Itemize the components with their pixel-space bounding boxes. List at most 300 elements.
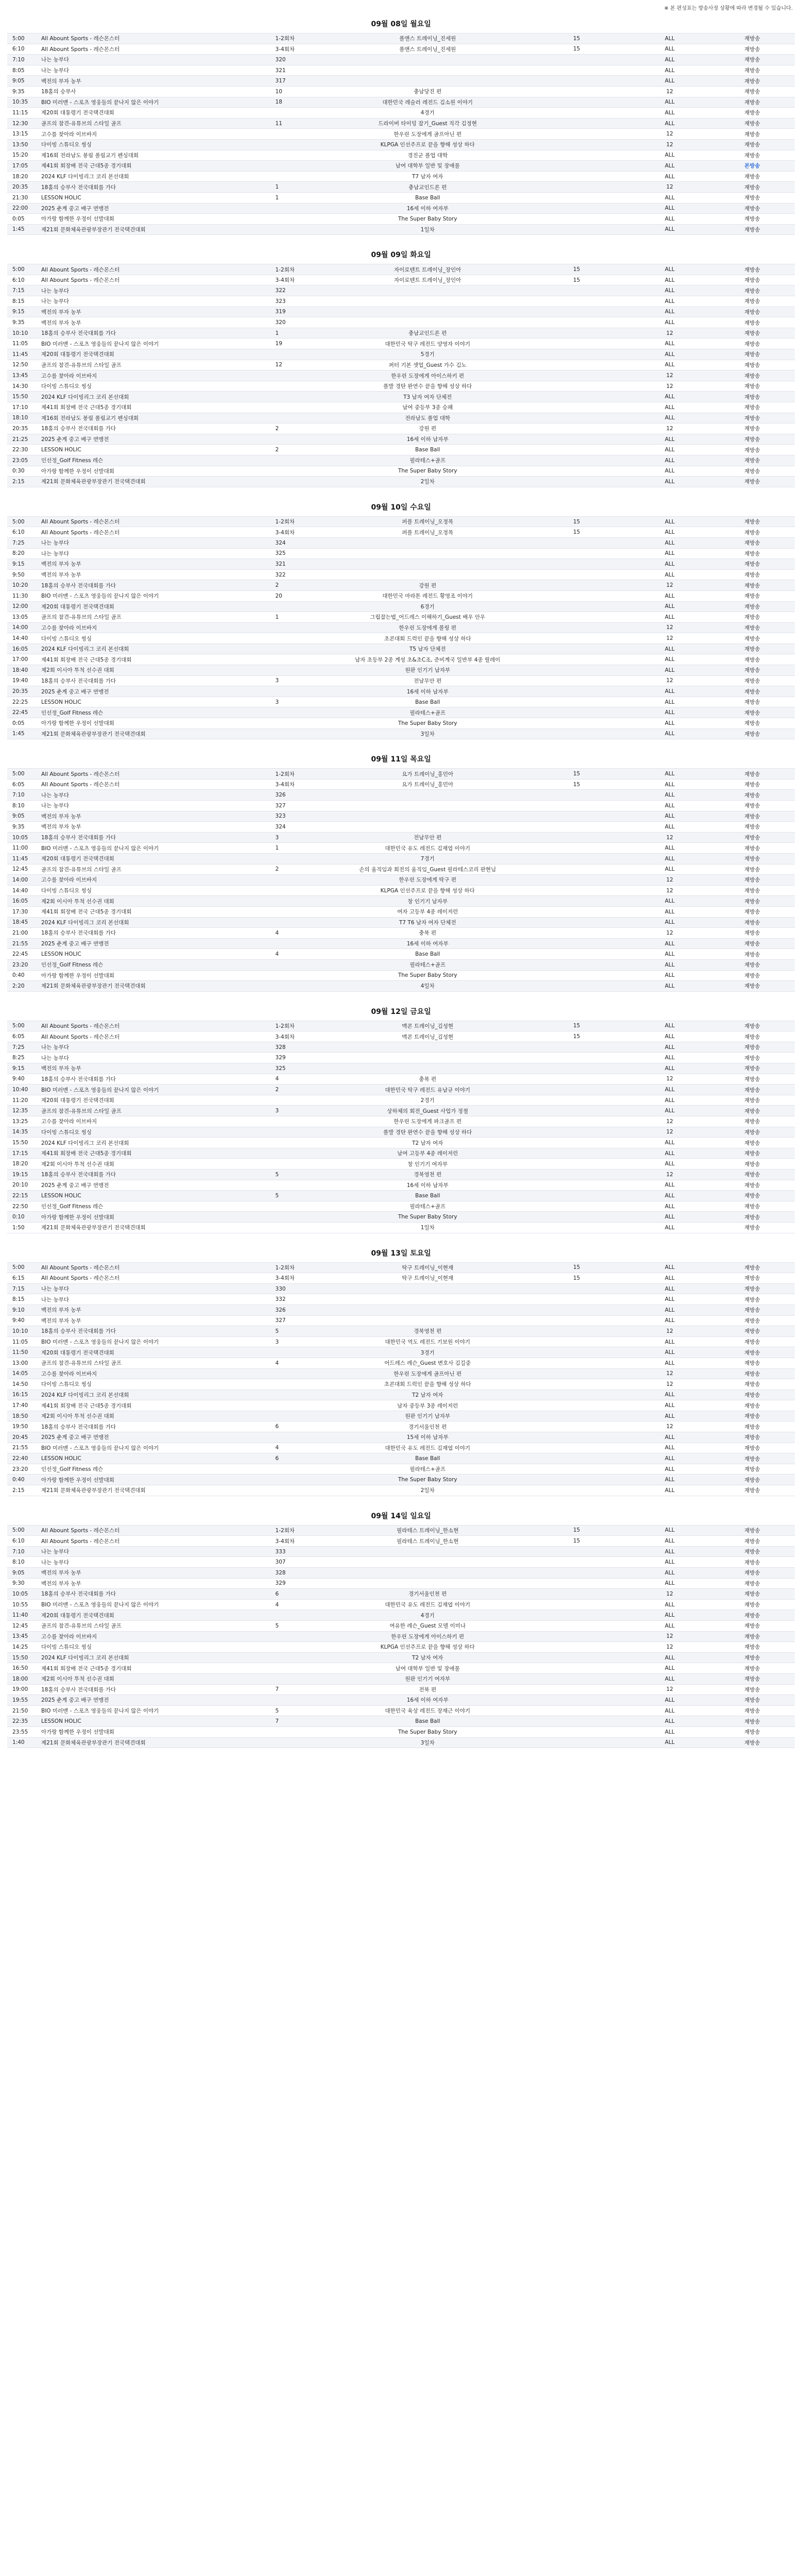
broadcast-type-cell: 재방송	[744, 646, 760, 653]
episode-cell	[274, 1663, 332, 1674]
broadcast-type-cell: 재방송	[744, 572, 760, 579]
episode-cell	[274, 214, 332, 225]
grade-cell: ALL	[664, 823, 675, 830]
air-time-cell: 21:55	[12, 1445, 28, 1451]
broadcast-type-cell: 재방송	[744, 962, 760, 969]
rating-cell	[523, 1042, 630, 1053]
episode-cell: 326	[275, 792, 286, 799]
subtitle-cell: 1일차	[420, 1225, 435, 1231]
grade-cell: ALL	[664, 1569, 675, 1576]
episode-cell	[274, 466, 332, 477]
subtitle-cell: 폴앤스 트레이닝_진세원	[399, 36, 456, 42]
rating-cell	[523, 392, 630, 402]
grade-cell: ALL	[664, 319, 675, 326]
rating-cell	[523, 697, 630, 707]
table-row	[7, 949, 795, 960]
grade-cell: ALL	[664, 1087, 675, 1093]
episode-cell	[274, 633, 332, 644]
episode-cell: 1-2회차	[275, 771, 295, 777]
air-time-cell: 13:15	[12, 131, 28, 138]
air-time-cell: 6:05	[12, 1033, 25, 1040]
program-title-cell: 나는 농부다	[41, 1044, 70, 1051]
program-title-cell: LESSON HOLIC	[41, 951, 81, 958]
grade-cell: ALL	[664, 1697, 675, 1703]
program-title-cell: 나는 농부다	[41, 57, 70, 63]
subtitle-cell: 대한민국 마라톤 레전드 황영조 이야기	[382, 593, 473, 600]
table-row	[7, 392, 795, 402]
air-time-cell: 16:15	[12, 1392, 28, 1398]
rating-cell	[523, 811, 630, 822]
episode-cell: 3-4회차	[275, 46, 295, 53]
grade-cell: 12	[666, 425, 673, 432]
broadcast-type-cell: 재방송	[744, 1033, 760, 1040]
episode-cell: 320	[275, 56, 286, 63]
rating-cell	[523, 1095, 630, 1106]
grade-cell: ALL	[664, 845, 675, 852]
program-title-cell: 18홀의 승부사 전국대회를 가다	[41, 1591, 116, 1598]
program-title-cell: 18홀의 승부사 전국대회를 가다	[41, 1423, 116, 1430]
grade-cell: ALL	[664, 656, 675, 663]
broadcast-type-cell: 재방송	[744, 898, 760, 905]
air-time-cell: 7:15	[12, 1285, 25, 1292]
subtitle-cell: 남여 고등부 4종 레이저런	[397, 1150, 458, 1157]
subtitle-cell: 대한민국 탁구 레전드 유남규 이야기	[385, 1087, 470, 1093]
broadcast-type-cell: 재방송	[744, 1708, 760, 1715]
broadcast-type-cell: 재방송	[744, 479, 760, 485]
air-time-cell: 11:00	[12, 845, 28, 852]
air-time-cell: 20:10	[12, 1182, 28, 1189]
broadcast-type-cell: 재방송	[744, 468, 760, 474]
rating-cell	[523, 537, 630, 548]
table-row	[7, 1642, 795, 1653]
day-section	[7, 1245, 795, 1496]
program-title-cell: LESSON HOLIC	[41, 194, 81, 201]
air-time-cell: 10:35	[12, 99, 28, 106]
episode-cell	[274, 349, 332, 360]
air-time-cell: 14:50	[12, 1381, 28, 1387]
day-section	[7, 1003, 795, 1233]
subtitle-cell: 16세 이하 남자부	[406, 688, 449, 695]
program-title-cell: 고수를 찾아라 이브바지	[41, 131, 97, 138]
grade-cell: ALL	[664, 1150, 675, 1157]
program-title-cell: BIO 미러맨 - 스포츠 영웅들의 끝나지 않은 이야기	[41, 1087, 159, 1093]
episode-cell	[274, 224, 332, 235]
episode-cell: 11	[275, 120, 282, 127]
air-time-cell: 18:45	[12, 919, 28, 926]
subtitle-cell: T2 남자 여자	[412, 1392, 443, 1398]
rating-cell	[523, 1485, 630, 1496]
episode-cell: 330	[275, 1285, 286, 1292]
table-row	[7, 612, 795, 623]
program-title-cell: 18홀의 승부사 전국대회를 가다	[41, 1076, 116, 1082]
table-row	[7, 1326, 795, 1337]
air-time-cell: 14:25	[12, 1643, 28, 1650]
broadcast-type-cell: 재방송	[744, 330, 760, 337]
subtitle-cell: 폴발 경탄 완연수 끝을 향해 성상 하다	[383, 1129, 472, 1136]
broadcast-type-cell: 본방송	[744, 163, 760, 170]
table-row	[7, 33, 795, 44]
subtitle-cell: T7 T6 남자 여자 단체전	[399, 919, 456, 926]
table-row	[7, 1127, 795, 1138]
grade-cell: ALL	[664, 1044, 675, 1050]
grade-cell: ALL	[664, 1214, 675, 1221]
program-title-cell: 아가랑 함께한 우정이 선발대회	[41, 468, 114, 474]
program-title-cell: All Abount Sports - 레슨몬스터	[41, 46, 120, 53]
air-time-cell: 18:20	[12, 1161, 28, 1167]
table-row	[7, 108, 795, 118]
table-row	[7, 1589, 795, 1600]
program-title-cell: BIO 미러맨 - 스포츠 영웅들의 끝나지 않은 이야기	[41, 845, 159, 852]
episode-cell	[274, 601, 332, 612]
table-row	[7, 527, 795, 538]
air-time-cell: 10:05	[12, 834, 28, 841]
rating-cell	[523, 1589, 630, 1600]
grade-cell: ALL	[664, 1434, 675, 1440]
subtitle-cell: 필라테스 트레이닝_한소현	[397, 1527, 459, 1534]
episode-cell: 321	[275, 561, 286, 567]
rating-cell	[523, 1127, 630, 1138]
grade-cell: ALL	[664, 35, 675, 42]
grade-cell: ALL	[664, 667, 675, 673]
subtitle-cell	[332, 1053, 523, 1063]
grade-cell: 12	[666, 1633, 673, 1640]
rating-cell	[523, 1053, 630, 1063]
subtitle-cell	[332, 1315, 523, 1326]
air-time-cell: 10:10	[12, 1328, 28, 1334]
broadcast-type-cell: 재방송	[744, 1665, 760, 1672]
subtitle-cell: 강원 편	[419, 426, 437, 432]
rating-cell	[523, 1347, 630, 1358]
grade-cell: ALL	[664, 1477, 675, 1483]
episode-cell	[274, 129, 332, 140]
grade-cell: ALL	[664, 855, 675, 862]
grade-cell: ALL	[664, 603, 675, 610]
episode-cell: 1	[275, 845, 279, 852]
day-title: 09월 08일 월요일	[371, 20, 431, 28]
program-title-cell: 제20회 대통령기 전국택견대회	[41, 1097, 114, 1104]
rating-cell	[523, 1379, 630, 1390]
subtitle-cell	[332, 76, 523, 87]
grade-cell: ALL	[664, 539, 675, 546]
program-title-cell: 골프의 참견-유튜브의 스타일 골프	[41, 614, 122, 621]
episode-cell	[274, 875, 332, 886]
broadcast-type-cell: 재방송	[744, 1150, 760, 1157]
subtitle-cell: 16세 이하 여자부	[406, 1697, 449, 1704]
episode-cell: 3	[275, 834, 279, 841]
table-row	[7, 150, 795, 161]
broadcast-type-cell: 재방송	[744, 1161, 760, 1167]
episode-cell: 7	[275, 1718, 279, 1725]
episode-cell	[274, 622, 332, 633]
episode-cell: 6	[275, 1423, 279, 1430]
broadcast-type-cell: 재방송	[744, 1413, 760, 1420]
rating-cell	[523, 928, 630, 939]
schedule-table	[7, 1525, 795, 1748]
air-time-cell: 14:00	[12, 876, 28, 883]
table-row	[7, 1705, 795, 1716]
grade-cell: ALL	[664, 1675, 675, 1682]
program-title-cell: 골프의 참견-유튜브의 스타일 골프	[41, 362, 122, 368]
subtitle-cell: 필라테스 트레이닝_한소현	[397, 1538, 459, 1545]
episode-cell	[274, 370, 332, 381]
air-time-cell: 5:00	[12, 1023, 25, 1029]
episode-cell	[274, 1695, 332, 1706]
rating-cell: 15	[573, 277, 581, 283]
table-row	[7, 1737, 795, 1748]
rating-cell	[523, 445, 630, 455]
episode-cell: 3-4회차	[275, 1538, 295, 1545]
grade-cell: 12	[666, 635, 673, 642]
rating-cell	[523, 1411, 630, 1421]
grade-cell: ALL	[664, 436, 675, 443]
subtitle-cell: 2경기	[420, 1097, 435, 1104]
episode-cell: 4	[275, 1360, 279, 1366]
episode-cell	[274, 1148, 332, 1159]
program-title-cell: 골프의 참견-유튜브의 스타일 골프	[41, 1623, 122, 1630]
table-row	[7, 1053, 795, 1063]
grade-cell: ALL	[664, 1466, 675, 1472]
broadcast-type-cell: 재방송	[744, 1129, 760, 1136]
table-row	[7, 1201, 795, 1212]
episode-cell	[274, 1222, 332, 1233]
table-row	[7, 864, 795, 875]
air-time-cell: 11:40	[12, 1612, 28, 1619]
table-row	[7, 1106, 795, 1116]
subtitle-cell: Base Ball	[415, 194, 440, 201]
broadcast-type-cell: 재방송	[744, 1055, 760, 1061]
air-time-cell: 23:55	[12, 1728, 28, 1735]
subtitle-cell: 대한민국 유도 레전드 김재엽 이야기	[385, 1602, 470, 1608]
rating-cell	[523, 76, 630, 87]
rating-cell	[523, 1684, 630, 1695]
grade-cell: ALL	[664, 109, 675, 116]
subtitle-cell: KLPGA 인선주프로 끝을 향해 성상 하다	[380, 888, 475, 894]
rating-cell	[523, 65, 630, 76]
rating-cell	[523, 1074, 630, 1084]
rating-cell	[523, 108, 630, 118]
table-row	[7, 1273, 795, 1284]
broadcast-type-cell: 재방송	[744, 771, 760, 777]
rating-cell	[523, 1304, 630, 1315]
episode-cell: 3-4회차	[275, 1033, 295, 1040]
air-time-cell: 6:05	[12, 781, 25, 788]
table-row	[7, 843, 795, 854]
subtitle-cell: 충남교인드론 편	[408, 184, 447, 191]
grade-cell: 12	[666, 834, 673, 841]
program-title-cell: 고수를 찾아라 이브바지	[41, 372, 97, 379]
broadcast-type-cell: 재방송	[744, 1286, 760, 1293]
air-time-cell: 5:00	[12, 266, 25, 273]
program-title-cell: All Abount Sports - 레슨몬스터	[41, 1275, 120, 1282]
air-time-cell: 7:25	[12, 539, 25, 546]
table-row	[7, 1063, 795, 1074]
air-time-cell: 9:10	[12, 1307, 25, 1313]
subtitle-cell: 남여 대학부 일반 및 장애물	[395, 163, 460, 170]
rating-cell	[523, 97, 630, 108]
program-title-cell: 아가랑 함께한 우정이 선발대회	[41, 972, 114, 979]
table-row	[7, 654, 795, 665]
program-title-cell: 나는 농부다	[41, 1055, 70, 1061]
broadcast-type-cell: 재방송	[744, 1182, 760, 1189]
grade-cell: ALL	[664, 468, 675, 474]
program-title-cell: 백전의 부자 농부	[41, 1317, 81, 1324]
broadcast-type-cell: 재방송	[744, 614, 760, 621]
table-row	[7, 707, 795, 718]
rating-cell	[523, 633, 630, 644]
subtitle-cell: 전북 편	[419, 1686, 437, 1693]
grade-cell: ALL	[664, 215, 675, 222]
episode-cell	[274, 665, 332, 676]
rating-cell	[523, 1599, 630, 1610]
program-title-cell: BIO 미러맨 - 스포츠 영웅들의 끝나지 않은 이야기	[41, 593, 159, 600]
rating-cell: 15	[573, 46, 581, 53]
table-row	[7, 790, 795, 801]
broadcast-type-cell: 재방송	[744, 1423, 760, 1430]
subtitle-cell: 전라남도 폴업 대학	[405, 415, 451, 421]
episode-cell	[274, 150, 332, 161]
program-title-cell: 고수를 찾아라 이브바지	[41, 1118, 97, 1125]
grade-cell: ALL	[664, 56, 675, 63]
table-row	[7, 285, 795, 296]
day-section	[7, 751, 795, 991]
air-time-cell: 17:05	[12, 162, 28, 169]
rating-cell	[523, 285, 630, 296]
table-row	[7, 1042, 795, 1053]
episode-cell: 320	[275, 319, 286, 326]
rating-cell	[523, 150, 630, 161]
grade-cell: ALL	[664, 404, 675, 411]
table-row	[7, 65, 795, 76]
episode-cell: 319	[275, 309, 286, 315]
grade-cell: ALL	[664, 646, 675, 652]
rating-cell: 15	[573, 781, 581, 788]
table-row	[7, 328, 795, 338]
subtitle-cell: Base Ball	[415, 1192, 440, 1199]
broadcast-type-cell: 재방송	[744, 1275, 760, 1282]
table-row	[7, 44, 795, 55]
grade-cell: ALL	[664, 1033, 675, 1040]
subtitle-cell: 원판 인기기 남자부	[405, 1413, 451, 1420]
air-time-cell: 13:45	[12, 372, 28, 379]
broadcast-type-cell: 재방송	[744, 888, 760, 894]
broadcast-type-cell: 재방송	[744, 426, 760, 432]
broadcast-type-cell: 재방송	[744, 1140, 760, 1146]
grade-cell: 12	[666, 1171, 673, 1178]
episode-cell	[274, 1389, 332, 1400]
episode-cell: 3	[275, 1338, 279, 1345]
subtitle-cell: Base Ball	[415, 951, 440, 958]
rating-cell	[523, 1695, 630, 1706]
grade-cell: ALL	[664, 1580, 675, 1587]
grade-cell: ALL	[664, 781, 675, 788]
table-row	[7, 402, 795, 413]
program-title-cell: 다이빙 스튜디오 씽싱	[41, 1381, 92, 1388]
program-title-cell: 백전의 부자 농부	[41, 824, 81, 831]
grade-cell: ALL	[664, 287, 675, 294]
broadcast-type-cell: 재방송	[744, 1477, 760, 1483]
episode-cell: 3	[275, 677, 279, 684]
grade-cell: ALL	[664, 720, 675, 726]
rating-cell	[523, 1326, 630, 1337]
broadcast-type-cell: 재방송	[744, 919, 760, 926]
subtitle-cell: 손의 움직임과 회전의 움직임_Guest 필라테스코리 판현님	[359, 866, 497, 873]
broadcast-type-cell: 재방송	[744, 1065, 760, 1072]
program-title-cell: 백전의 부자 농부	[41, 78, 81, 84]
grade-cell: ALL	[664, 277, 675, 283]
program-title-cell: 제2회 이시아 투척 선수권 대회	[41, 1676, 114, 1683]
grade-cell: ALL	[664, 1140, 675, 1146]
grade-cell: 12	[666, 330, 673, 336]
table-row	[7, 1222, 795, 1233]
subtitle-cell: 3경기	[420, 1349, 435, 1356]
broadcast-type-cell: 재방송	[744, 205, 760, 212]
subtitle-cell: 탁구 트레이닝_이현재	[402, 1264, 454, 1271]
day-title: 09월 12일 금요일	[371, 1007, 431, 1016]
table-row	[7, 307, 795, 317]
subtitle-cell: 필라테스+골프	[409, 1204, 446, 1210]
air-time-cell: 7:25	[12, 1044, 25, 1050]
table-row	[7, 214, 795, 225]
rating-cell	[523, 214, 630, 225]
subtitle-cell: 요가 트레이닝_홍민아	[402, 771, 454, 777]
table-row	[7, 1610, 795, 1621]
program-title-cell: 다이빙 스튜디오 씽싱	[41, 1644, 92, 1651]
air-time-cell: 20:35	[12, 425, 28, 432]
episode-cell	[274, 381, 332, 392]
schedule-days	[7, 15, 795, 1748]
grade-cell: 12	[666, 88, 673, 95]
subtitle-cell: 폴앤스 트레이닝_진세원	[399, 46, 456, 53]
broadcast-type-cell: 재방송	[744, 266, 760, 273]
episode-cell: 1	[275, 614, 279, 620]
air-time-cell: 22:35	[12, 1718, 28, 1725]
episode-cell: 329	[275, 1055, 286, 1061]
air-time-cell: 7:10	[12, 1548, 25, 1555]
program-title-cell: 18홀의 승부사 전국대회를 가다	[41, 835, 116, 841]
table-row	[7, 1095, 795, 1106]
grade-cell: ALL	[664, 120, 675, 127]
grade-cell: ALL	[664, 1360, 675, 1366]
subtitle-cell: 경북영천 편	[414, 1172, 442, 1178]
table-row	[7, 580, 795, 591]
episode-cell: 2	[275, 866, 279, 873]
subtitle-cell: 충남당진 편	[414, 89, 442, 95]
grade-cell: ALL	[664, 1487, 675, 1494]
program-title-cell: 2024 KLF 다이빙리그 코리 본선대회	[41, 1140, 129, 1146]
rating-cell	[523, 896, 630, 907]
broadcast-type-cell: 재방송	[744, 436, 760, 443]
episode-cell: 2	[275, 425, 279, 432]
grade-cell: ALL	[664, 961, 675, 968]
subtitle-cell	[332, 296, 523, 307]
program-title-cell: LESSON HOLIC	[41, 1718, 81, 1725]
subtitle-cell	[332, 1063, 523, 1074]
air-time-cell: 9:05	[12, 78, 25, 84]
rating-cell	[523, 707, 630, 718]
episode-cell	[274, 1116, 332, 1127]
subtitle-cell: 대한민국 레슬러 레전드 김소원 이야기	[382, 99, 473, 106]
broadcast-type-cell: 재방송	[744, 813, 760, 820]
air-time-cell: 13:50	[12, 141, 28, 148]
subtitle-cell: 15세 이하 남자부	[406, 1434, 449, 1441]
grade-cell: ALL	[664, 415, 675, 421]
subtitle-cell: 한우린 도장에게 아이스하키 편	[391, 372, 465, 379]
air-time-cell: 0:30	[12, 468, 25, 474]
broadcast-type-cell: 재방송	[744, 1108, 760, 1114]
grade-cell: ALL	[664, 1622, 675, 1629]
program-title-cell: 나는 농부다	[41, 1286, 70, 1293]
episode-cell: 5	[275, 1328, 279, 1334]
